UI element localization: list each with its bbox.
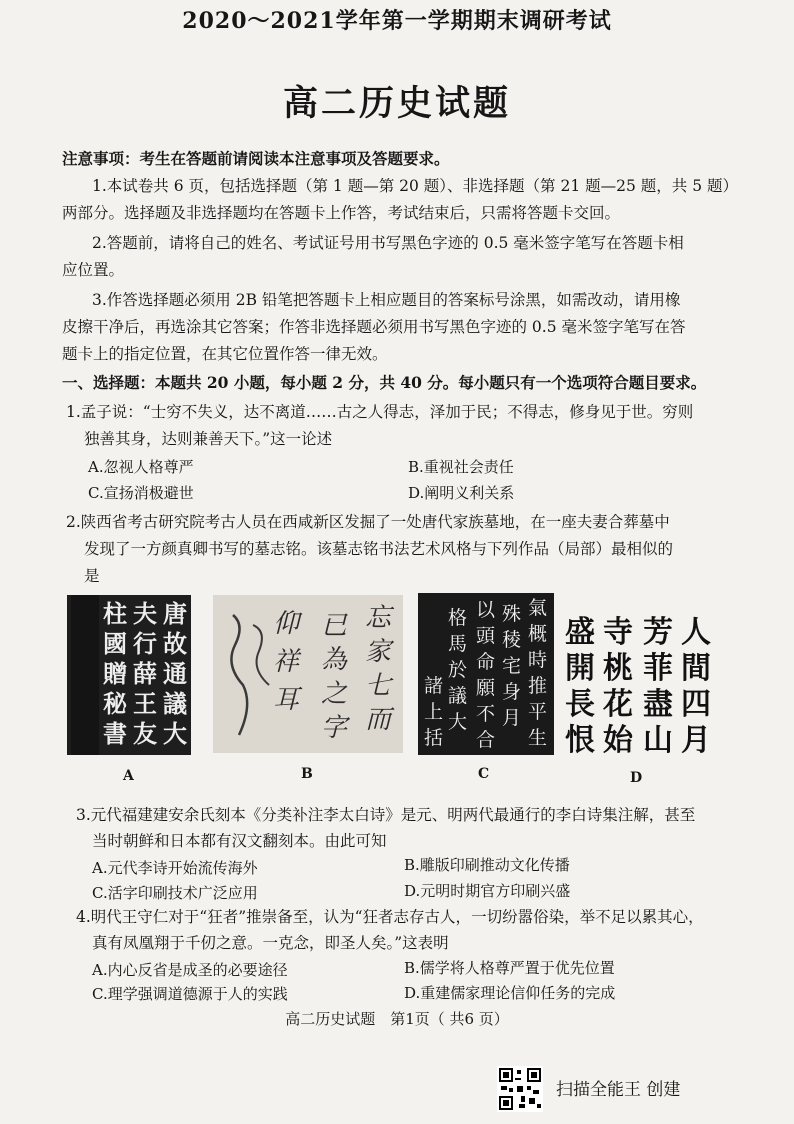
image-a-char: 大 (163, 719, 187, 748)
image-b-char: 耳 (273, 685, 300, 715)
image-a-char: 書 (103, 719, 127, 748)
q4-stem-line1: 4.明代王守仁对于“狂者”推崇备至，认为“狂者志存古人，一切纷嚣俗染，举不足以累其心， (76, 908, 704, 926)
image-c-char: 馬 (448, 633, 468, 655)
page-footer: 高二历史试题 第1页（ 共6 页） (285, 1010, 509, 1028)
image-b-char: 之 (321, 679, 348, 709)
q1-stem-line2: 独善其身，达则兼善天下。”这一论述 (84, 430, 333, 448)
image-c-char: 以 (476, 599, 496, 621)
q3-option-c: C.活字印刷技术广泛应用 (92, 884, 258, 902)
image-c-char: 議 (448, 685, 468, 707)
image-c-char: 宅 (502, 655, 522, 677)
image-a-label: A (123, 768, 134, 784)
image-d-char: 間 (681, 651, 711, 686)
image-c-char: 推 (528, 675, 548, 697)
notice-item1-line1: 1.本试卷共 6 页，包括选择题（第 1 题—第 20 题）、非选择题（第 21 题—25 题，共 5 题） (92, 177, 738, 195)
image-a-char: 友 (133, 719, 157, 748)
qr-code-icon (497, 1066, 543, 1112)
q1-option-c: C.宣扬消极避世 (88, 484, 194, 502)
image-c-char: 頭 (476, 625, 496, 647)
q1-stem-line1: 1.孟子说：“士穷不失义，达不离道……古之人得志，泽加于民；不得志，修身见于世。穷则 (66, 403, 694, 421)
image-c-char: 概 (528, 623, 548, 645)
calligraphy-image-c (418, 593, 554, 755)
image-d-char: 盡 (643, 687, 673, 722)
image-b-char: 為 (321, 645, 348, 675)
image-a-char: 柱 (103, 599, 127, 628)
q3-stem-line2: 当时朝鲜和日本都有汉文翻刻本。由此可知 (92, 832, 387, 850)
cursive-strokes (213, 595, 403, 753)
image-a-char: 議 (163, 689, 187, 718)
q3-option-d: D.元明时期官方印刷兴盛 (404, 882, 571, 900)
q4-option-c: C.理学强调道德源于人的实践 (92, 985, 288, 1003)
q1-option-a: A.忽视人格尊严 (88, 458, 194, 476)
image-a-char: 國 (103, 629, 127, 658)
image-d-char: 山 (643, 723, 673, 755)
image-c-char: 殊 (502, 603, 522, 625)
image-d-char: 盛 (565, 615, 595, 650)
q1-option-b: B.重视社会责任 (408, 458, 514, 476)
image-c-label: C (478, 766, 490, 782)
image-c-char: 格 (448, 607, 468, 629)
image-d-char: 開 (565, 651, 595, 686)
image-c-char: 月 (502, 707, 522, 729)
image-c-char: 時 (528, 649, 548, 671)
image-c-char: 稜 (502, 629, 522, 651)
image-c-char: 不 (476, 703, 496, 725)
image-c-char: 身 (502, 681, 522, 703)
image-c-char: 氣 (528, 597, 548, 619)
image-a-char: 夫 (133, 599, 157, 628)
image-d-char: 月 (681, 723, 711, 755)
image-d-char: 人 (681, 615, 711, 650)
image-a-char: 行 (133, 629, 157, 658)
image-d-char: 桃 (603, 651, 633, 686)
image-b-char: 七 (365, 671, 392, 701)
image-c-char: 合 (476, 729, 496, 751)
image-a-char: 唐 (163, 599, 187, 628)
q2-stem-line3: 是 (84, 567, 100, 585)
image-a-char: 通 (163, 659, 187, 688)
image-b-char: 已 (321, 611, 348, 641)
image-b-char: 而 (365, 705, 392, 735)
notice-item2-line1: 2.答题前，请将自己的姓名、考试证号用书写黑色字迹的 0.5 毫米签字笔写在答题卡相 (92, 234, 684, 252)
notice-item2-line2: 应位置。 (62, 261, 125, 279)
image-c-char: 平 (528, 701, 548, 723)
image-d-char: 始 (603, 723, 633, 755)
image-a-char: 秘 (103, 689, 127, 718)
subject-title: 高二历史试题 (282, 83, 511, 124)
image-a-char: 薛 (133, 659, 157, 688)
image-b-char: 祥 (273, 647, 300, 677)
image-c-char: 上 (424, 701, 444, 723)
image-c-char: 於 (448, 659, 468, 681)
q3-option-b: B.雕版印刷推动文化传播 (404, 856, 570, 874)
image-b-label: B (301, 766, 313, 782)
q2-stem-line1: 2.陕西省考古研究院考古人员在西咸新区发掘了一处唐代家族墓地，在一座夫妻合葬墓中 (66, 513, 670, 531)
notice-item3-line2: 皮擦干净后，再选涂其它答案；作答非选择题必须用书写黑色字迹的 0.5 毫米签字笔写在答 (62, 318, 686, 336)
notice-heading: 注意事项：考生在答题前请阅读本注意事项及答题要求。 (62, 149, 450, 168)
notice-item3-line1: 3.作答选择题必须用 2B 铅笔把答题卡上相应题目的答案标号涂黑，如需改动，请用橡 (92, 291, 681, 309)
q4-option-d: D.重建儒家理论信仰任务的完成 (404, 984, 616, 1002)
image-a-char: 贈 (103, 659, 127, 688)
q4-option-b: B.儒学将人格尊严置于优先位置 (404, 959, 615, 977)
watermark-text: 扫描全能王 创建 (556, 1080, 681, 1100)
calligraphy-image-a (67, 595, 191, 755)
image-d-char: 花 (603, 687, 633, 722)
image-d-char: 菲 (643, 651, 673, 686)
image-d-char: 恨 (565, 723, 595, 755)
image-b-char: 仰 (273, 609, 300, 639)
exam-title: 2020～2021学年第一学期期末调研考试 (182, 8, 612, 34)
image-d-char: 芳 (643, 615, 673, 650)
image-a-char: 故 (163, 629, 187, 658)
image-c-char: 括 (424, 727, 444, 749)
calligraphy-image-b (213, 595, 403, 753)
image-b-char: 忘 (365, 603, 392, 633)
q2-stem-line2: 发现了一方颜真卿书写的墓志铭。该墓志铭书法艺术风格与下列作品（局部）最相似的 (84, 540, 674, 558)
image-d-label: D (630, 770, 643, 786)
image-c-char: 生 (528, 727, 548, 749)
image-b-char: 字 (321, 713, 348, 743)
image-c-char: 諸 (424, 675, 444, 697)
q1-option-d: D.阐明义利关系 (408, 484, 515, 502)
image-c-char: 願 (476, 677, 496, 699)
image-d-char: 四 (681, 687, 711, 722)
notice-item3-line3: 题卡上的指定位置，在其它位置作答一律无效。 (62, 345, 388, 363)
image-b-char: 家 (365, 637, 392, 667)
q3-option-a: A.元代李诗开始流传海外 (92, 859, 258, 877)
q4-stem-line2: 真有凤凰翔于千仞之意。一克念，即圣人矣。”这表明 (92, 934, 449, 952)
calligraphy-image-d (563, 615, 713, 755)
image-a-char: 王 (133, 689, 157, 718)
image-c-char: 大 (448, 711, 468, 733)
section1-title: 一、选择题：本题共 20 小题，每小题 2 分，共 40 分。每小题只有一个选项符合题目要求。 (62, 373, 707, 392)
q3-stem-line1: 3.元代福建建安余氏刻本《分类补注李太白诗》是元、明两代最通行的李白诗集注解，甚至 (76, 806, 696, 824)
image-d-char: 長 (565, 687, 595, 722)
image-d-char: 寺 (603, 615, 633, 650)
image-c-char: 命 (476, 651, 496, 673)
notice-item1-line2: 两部分。选择题及非选择题均在答题卡上作答，考试结束后，只需将答题卡交回。 (62, 204, 621, 222)
q4-option-a: A.内心反省是成圣的必要途径 (92, 961, 288, 979)
